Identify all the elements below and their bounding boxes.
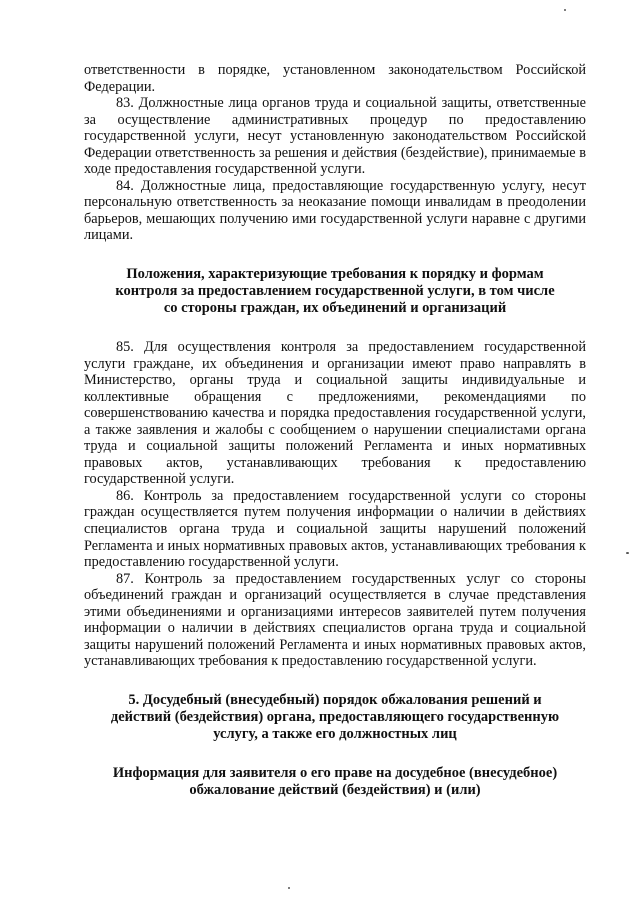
paragraph-83: 83. Должностные лица органов труда и социальной защиты, ответственные за осуществление административных процедур по предоставлению государственной услуги, несут установленную законодательством Российской Федерации ответственность за решения и действия (бездействие), принимаемые в ходе предоставления государственной услуги. [84,95,586,178]
paragraph-84: 84. Должностные лица, предоставляющие государственную услугу, несут персональную ответственность за неоказание помощи инвалидам в преодолении барьеров, мешающих получению ими государственной услуги наравне с другими лицами. [84,177,586,244]
heading-section-5: 5. Досудебный (внесудебный) порядок обжалования решений и действий (бездействия) органа, предоставляющего государственную услугу, а также его должностных лиц [110,691,560,742]
spacer [84,670,586,692]
document-page [84,62,586,799]
scan-speck [564,9,566,11]
paragraph-86: 86. Контроль за предоставлением государственной услуги со стороны граждан осуществляется путем получения информации о наличии в действиях специалистов органа труда и социальной защиты нарушений положений Регламента и иных нормативных правовых актов, устанавливающих требования к предоставлению государственной услуги. [84,487,586,571]
scan-speck [288,887,290,889]
heading-control-requirements: Положения, характеризующие требования к порядку и формам контроля за предоставлением государственной услуги, в том числе со стороны граждан, их объединений и организаций [115,266,555,317]
spacer [84,244,586,266]
heading-appeal-info: Информация для заявителя о его праве на досудебное (внесудебное) обжалование действий (бездействия) и (или) [112,764,558,798]
spacer [84,317,586,339]
paragraph-85: 85. Для осуществления контроля за предоставлением государственной услуги граждане, их объединения и организации имеют право направлять в Министерство, органы труда и социальной защиты индивидуальные и коллективные обращения с предложениями, рекомендациями по совершенствованию качества и порядка предоставления государственной услуги, а также заявления и жалобы с сообщением о нарушении специалистами органа труда и социальной защиты положений Регламента и иных нормативных правовых актов, устанавливающих требования к предоставлению государственной услуги. [84,339,586,488]
paragraph-87: 87. Контроль за предоставлением государственных услуг со стороны объединений граждан и организаций осуществляется в случае представления этими объединениями и организациями интересов заявителей путем получения информации о наличии в действиях специалистов органа труда и социальной защиты нарушений положений Регламента и иных нормативных правовых актов, устанавливающих требования к предоставлению государственной услуги. [84,570,586,670]
paragraph-continuation: ответственности в порядке, установленном законодательством Российской Федерации. [84,62,586,95]
scan-speck [626,552,629,554]
spacer [84,743,586,765]
